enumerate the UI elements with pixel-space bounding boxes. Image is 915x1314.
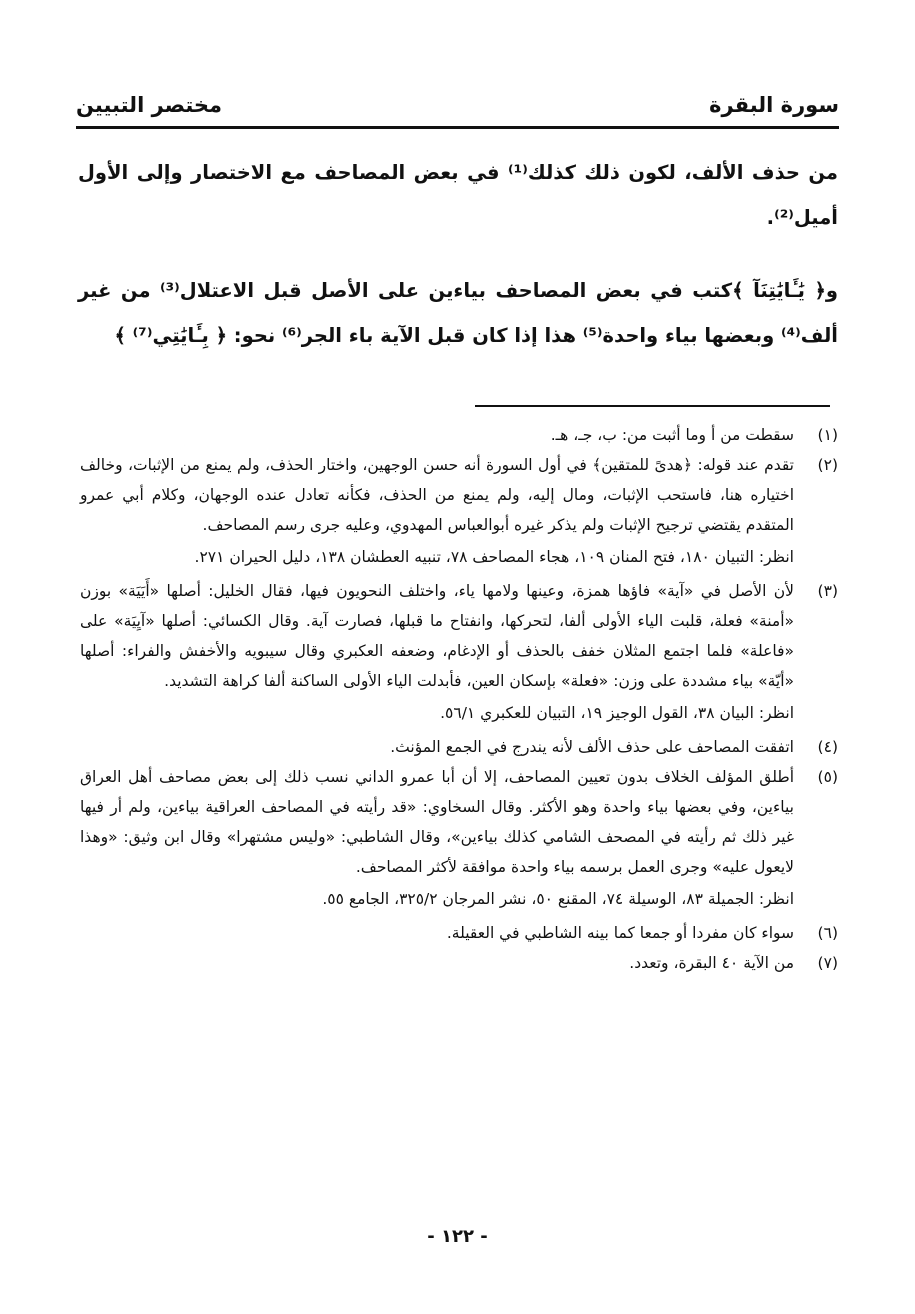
header-rule (76, 126, 839, 129)
footnote-2-reference: انظر: التبيان ١٨٠، فتح المنان ١٠٩، هجاء المصاحف ٧٨، تنبيه العطشان ١٣٨، دليل الحيران ٢٧١. (194, 548, 794, 566)
footnote-6 (80, 918, 838, 948)
main-text (78, 150, 838, 358)
footnote-number: (٤) (817, 738, 838, 756)
footnote-3-reference: انظر: البيان ٣٨، القول الوجيز ١٩، التبيان للعكبري ٥٦/١. (440, 704, 794, 722)
footnote-5 (80, 762, 838, 882)
footnote-number: (٥) (817, 768, 838, 786)
surah-title: سورة البقرة (709, 93, 839, 117)
ornament-close-2: ﴾ (114, 324, 126, 347)
main-paragraph-1: من حذف الألف، لكون ذلك كذلك⁽¹⁾ في بعض المصاحف مع الاختصار وإلى الأول أميل⁽²⁾. (78, 161, 838, 229)
footnote-5-reference: انظر: الجميلة ٨٣، الوسيلة ٧٤، المقنع ٥٠، نشر المرجان ٣٢٥/٢، الجامع ٥٥. (322, 890, 794, 908)
footnote-text: أطلق المؤلف الخلاف بدون تعيين المصاحف، إلا أن أبا عمرو الداني نسب ذلك إلى بعض مصاحف أهل العراق بياءين، وفي بعضها بياء واحدة وهو الأكثر. وقال السخاوي: «قد رأيته في المصاحف العراقية بياءين، ولم أر فيها غير ذلك ثم رأيته في المصحف الشامي كذلك بياءين»، وقال الشاطبي: «وليس مشتهرا» وقال ابن وثيق: «وهذا لايعول عليه» وجرى العمل برسمه بياء واحدة موافقة لأكثر المصاحف. (80, 768, 794, 876)
footnote-text: لأن الأصل في «آية» فاؤها همزة، وعينها ولامها ياء، واختلف النحويون فيها، فقال الخليل: أصلها «أَيَيَة» بوزن «أمنة» فعلة، قلبت الياء الأولى ألفا، لتحركها، وانفتاح ما قبلها، فصارت آية. وقال الكسائي: أصلها «آيِيَة» على «فاعلة» فلما اجتمع المثلان خفف بالحذف أو الإدغام، وضعفه العكبري وقال سيبويه والأخفش والفراء: أصلها «أيّة» بياء مشددة على وزن: «فعلة» بإسكان العين، فأبدلت الياء الأولى الساكنة ألفا كراهة التشديد. (80, 582, 794, 690)
main-paragraph-2 (78, 268, 838, 358)
running-header (76, 88, 839, 122)
footnote-3 (80, 576, 838, 696)
ornament-close: ﴾ (732, 279, 744, 302)
para2-prefix: و (825, 279, 838, 302)
footnote-number: (٦) (817, 924, 838, 942)
para2-text: كتب في بعض المصاحف بياءين على الأصل قبل الاعتلال⁽³⁾ من غير ألف⁽⁴⁾ وبعضها بياء واحدة⁽⁵⁾ هذا إذا كان قبل الآية باء الجر⁽⁶⁾ نحو: (78, 279, 838, 347)
footnote-1 (80, 420, 838, 450)
ornament-open-2: ﴿ (215, 324, 228, 347)
footnote-separator (475, 405, 830, 407)
footnote-number: (١) (817, 426, 838, 444)
footnote-text: من الآية ٤٠ البقرة، وتعدد. (629, 954, 794, 972)
footnote-7 (80, 948, 838, 978)
footnotes (80, 420, 838, 978)
footnote-2 (80, 450, 838, 540)
footnote-text: سواء كان مفردا أو جمعا كما بينه الشاطبي في العقيلة. (446, 924, 794, 942)
footnote-text: سقطت من أ وما أثبت من: ب، جـ، هـ. (550, 426, 794, 444)
page-number: - ١٢٢ - (427, 1226, 488, 1247)
quranic-word-2: بِـَٔايَٰتِي⁽⁷⁾ (132, 324, 209, 347)
footnote-text: اتفقت المصاحف على حذف الألف لأنه يندرج في الجمع المؤنث. (390, 738, 794, 756)
quranic-word-1: يَٰـَٔايَٰتِنَآ (753, 279, 805, 302)
footnote-number: (٧) (817, 954, 838, 972)
book-title: مختصر التبيين (76, 93, 223, 117)
footnote-number: (٣) (817, 582, 838, 600)
footnote-number: (٢) (817, 456, 838, 474)
footnote-text: تقدم عند قوله: ﴿هدىً للمتقين﴾ في أول السورة أنه حسن الوجهين، واختار الحذف، ولم يمنع من الإثبات، وخالف اختياره هنا، فاستحب الإثبات، ومال إليه، ولم يمنع من الحذف، فكأنه تعادل عنده الوجهان، وكلام أبي عمرو المتقدم يقتضي ترجيح الإثبات ولم يذكر غيره أبوالعباس المهدوي، وعليه جرى رسم المصاحف. (80, 456, 794, 534)
footnote-4 (80, 732, 838, 762)
ornament-open: ﴿ (814, 279, 826, 302)
